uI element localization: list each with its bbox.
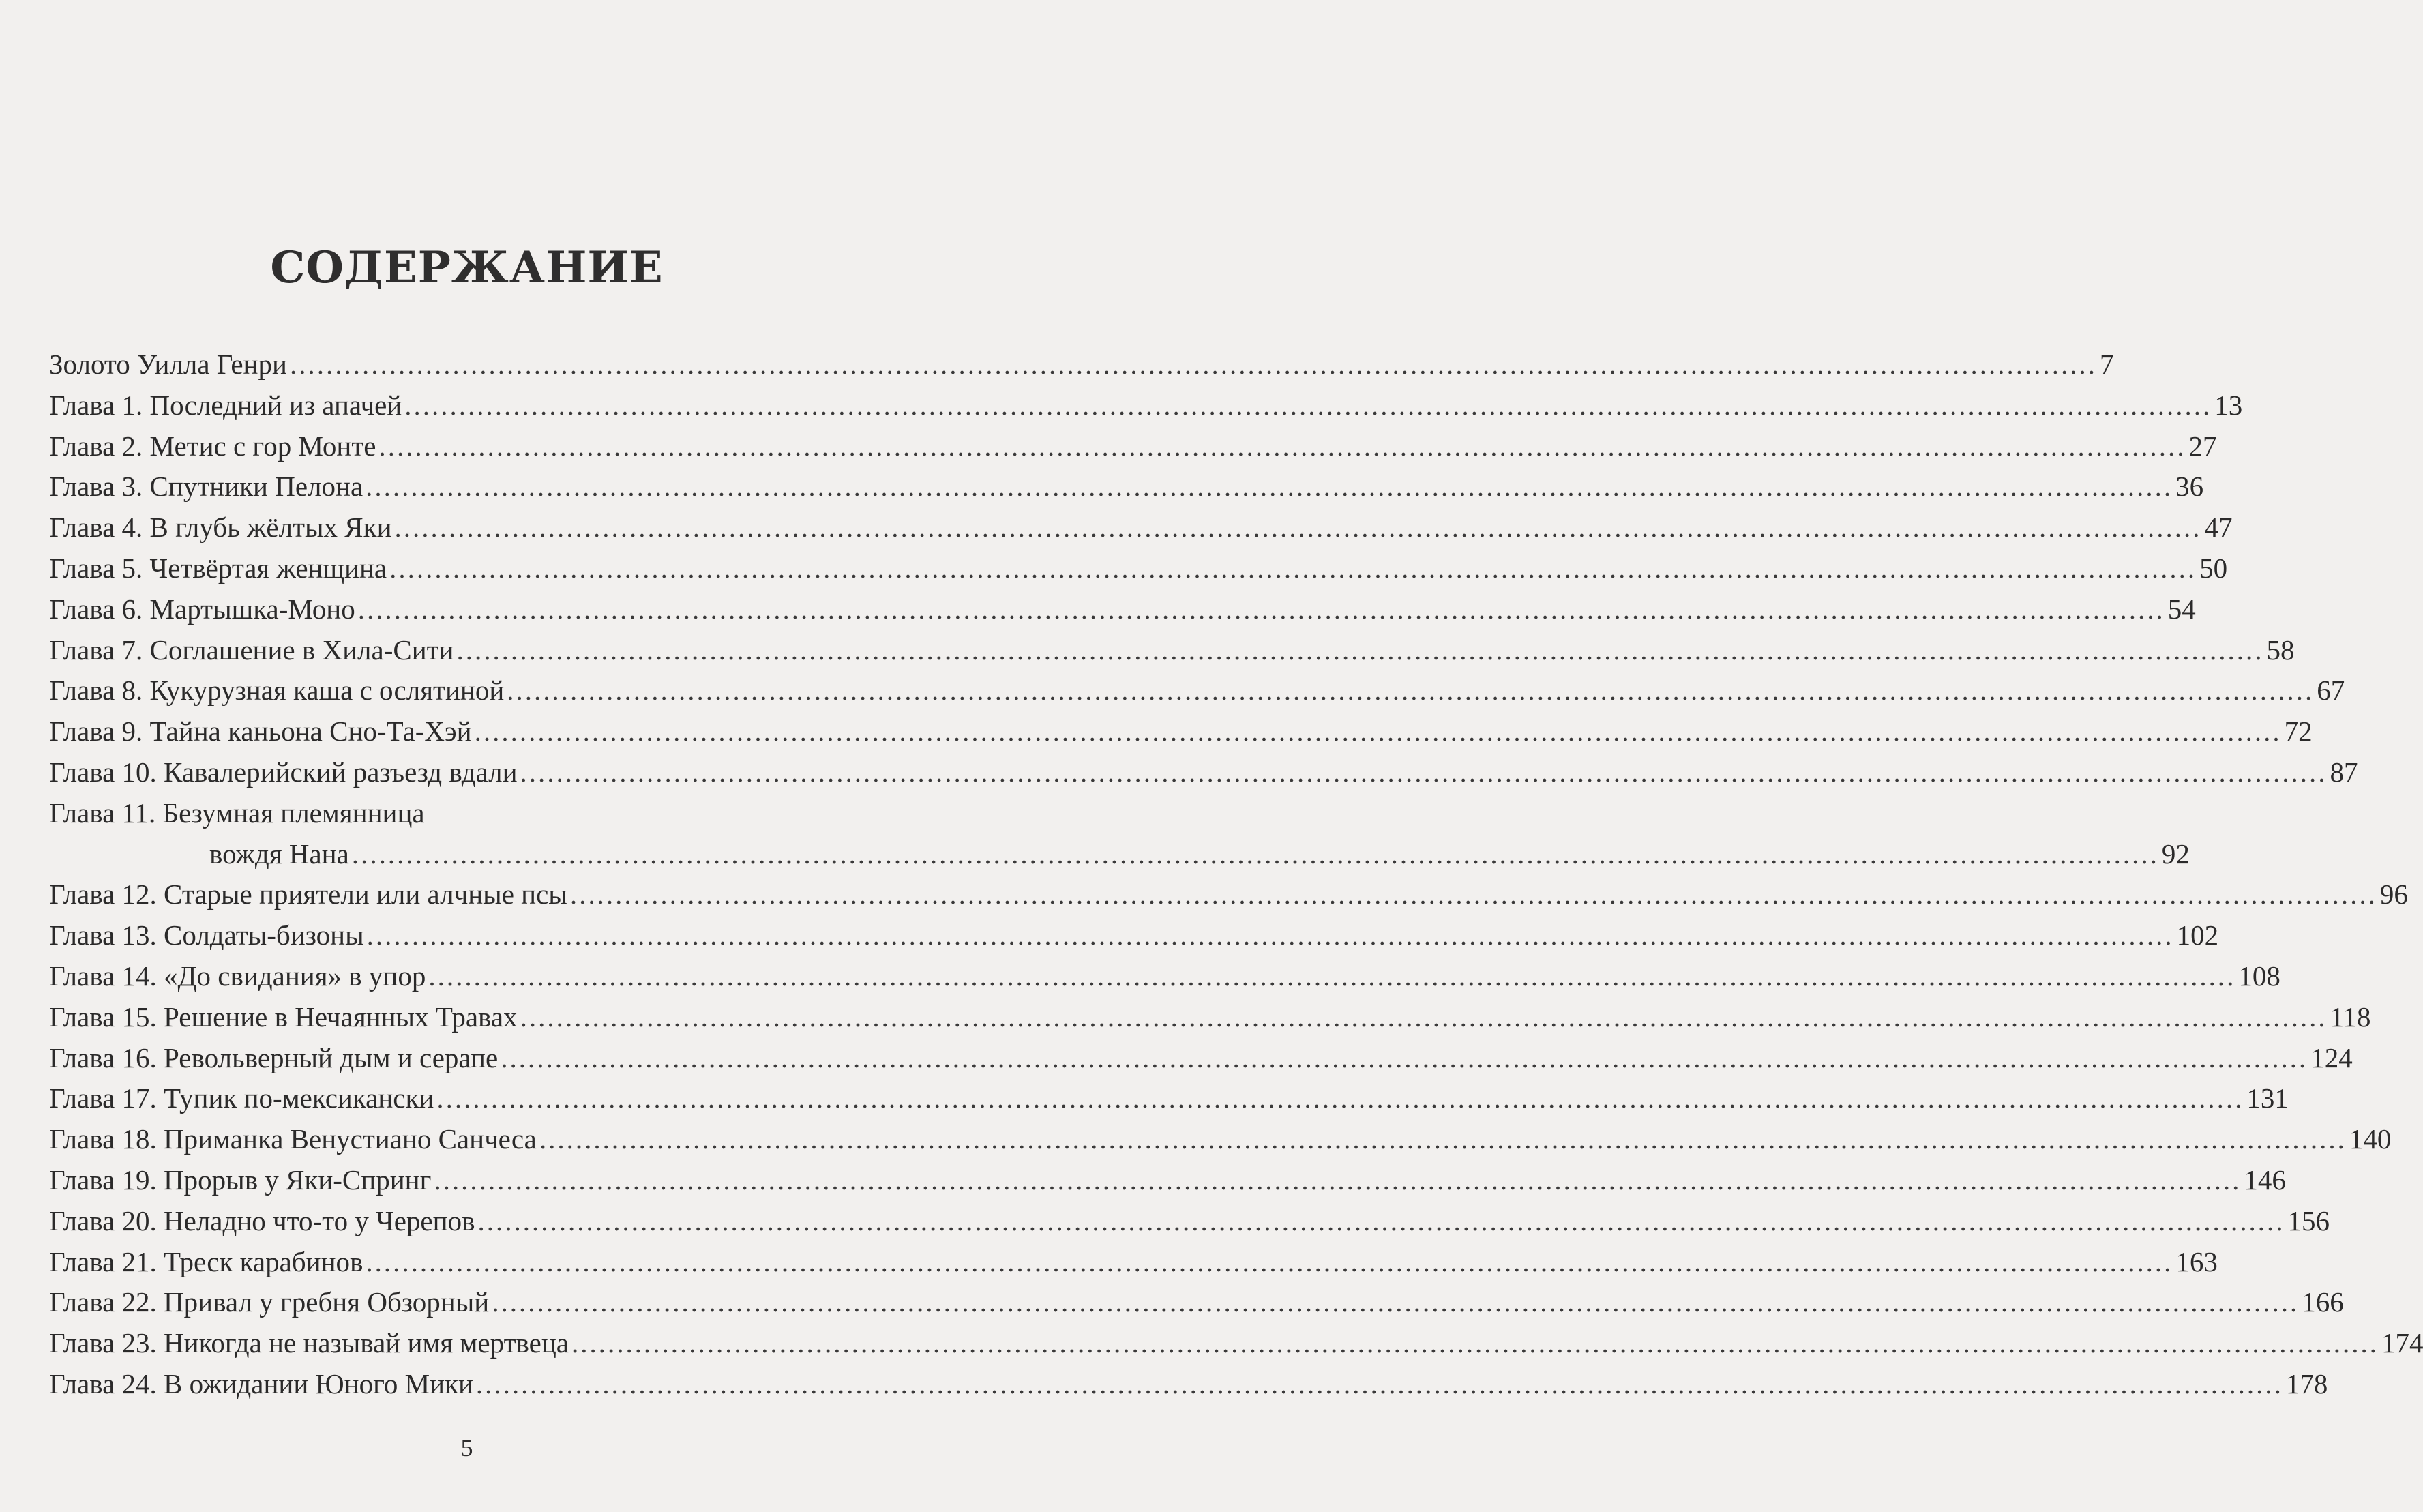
toc-entry-title: Глава 16. Револьверный дым и серапе bbox=[49, 1041, 499, 1073]
toc-entry bbox=[49, 670, 2345, 711]
toc-entry-title: Глава 6. Мартышка-Моно bbox=[49, 593, 355, 625]
dot-leader: ........................................................................................................................................................................................................ bbox=[428, 960, 2236, 992]
toc-entry-title: Глава 9. Тайна каньона Сно-Та-Хэй bbox=[49, 715, 472, 747]
toc-entry-title: Глава 2. Метис с гор Монте bbox=[49, 430, 376, 462]
toc-entry bbox=[49, 1364, 2328, 1405]
toc-entry-title: Глава 13. Солдаты-бизоны bbox=[49, 919, 364, 951]
dot-leader: ........................................................................................................................................................................................................ bbox=[434, 1163, 2242, 1196]
toc-entry bbox=[49, 344, 2114, 385]
toc-entry-title: Глава 8. Кукурузная каша с ослятиной bbox=[49, 675, 505, 707]
dot-leader: ........................................................................................................................................................................................................ bbox=[520, 756, 2328, 788]
toc-entry-title: Глава 11. Безумная племянница bbox=[49, 797, 425, 829]
toc-entry-title: Глава 22. Привал у гребня Обзорный bbox=[49, 1286, 490, 1318]
toc-entry bbox=[49, 1282, 2344, 1323]
toc-entry-page: 166 bbox=[2302, 1286, 2344, 1318]
dot-leader: ........................................................................................................................................................................................................ bbox=[394, 512, 2202, 544]
toc-entry-title: Глава 3. Спутники Пелона bbox=[49, 471, 363, 503]
page-number: 5 bbox=[460, 1434, 473, 1462]
toc-entry-title: Глава 1. Последний из апачей bbox=[49, 389, 402, 421]
dot-leader: ........................................................................................................................................................................................................ bbox=[351, 837, 2159, 870]
toc-entry bbox=[49, 1201, 2330, 1242]
toc-entry bbox=[49, 1078, 2289, 1119]
toc-entry bbox=[49, 589, 2196, 630]
dot-leader: ........................................................................................................................................................................................................ bbox=[571, 1327, 2379, 1359]
toc-entry-page: 92 bbox=[2161, 837, 2190, 870]
toc-entry-page: 27 bbox=[2188, 430, 2217, 462]
toc-entry-title-continued: вождя Нана bbox=[209, 837, 349, 870]
toc-entry bbox=[49, 630, 2295, 671]
dot-leader: ........................................................................................................................................................................................................ bbox=[456, 634, 2264, 666]
toc-entry bbox=[49, 426, 2217, 467]
toc-entry-page: 36 bbox=[2175, 471, 2204, 503]
page-title: СОДЕРЖАНИЕ bbox=[270, 242, 664, 293]
table-of-contents bbox=[49, 344, 2423, 1405]
toc-entry bbox=[49, 1119, 2392, 1160]
toc-entry-title: Глава 5. Четвёртая женщина bbox=[49, 552, 387, 584]
toc-entry-page: 131 bbox=[2246, 1082, 2289, 1114]
toc-entry-page: 156 bbox=[2287, 1204, 2330, 1236]
dot-leader: ........................................................................................................................................................................................................ bbox=[539, 1123, 2347, 1155]
dot-leader: ........................................................................................................................................................................................................ bbox=[507, 675, 2315, 707]
toc-entry bbox=[49, 1038, 2353, 1079]
toc-entry-page: 108 bbox=[2238, 960, 2280, 992]
dot-leader: ........................................................................................................................................................................................................ bbox=[501, 1041, 2308, 1073]
dot-leader: ........................................................................................................................................................................................................ bbox=[366, 471, 2173, 503]
toc-entry bbox=[49, 915, 2219, 956]
toc-entry-page: 96 bbox=[2379, 878, 2408, 910]
toc-entry bbox=[49, 874, 2408, 915]
toc-entry bbox=[49, 711, 2313, 752]
toc-entry-title: Глава 23. Никогда не называй имя мертвеца bbox=[49, 1327, 569, 1359]
toc-entry-page: 54 bbox=[2167, 593, 2196, 625]
dot-leader: ........................................................................................................................................................................................................ bbox=[474, 715, 2282, 747]
toc-entry bbox=[49, 466, 2204, 507]
toc-entry-page: 72 bbox=[2284, 715, 2313, 747]
toc-entry bbox=[49, 507, 2233, 548]
dot-leader: ........................................................................................................................................................................................................ bbox=[378, 430, 2186, 462]
dot-leader: ........................................................................................................................................................................................................ bbox=[366, 1245, 2173, 1277]
toc-entry-page: 140 bbox=[2349, 1123, 2392, 1155]
toc-entry bbox=[49, 793, 2190, 875]
toc-entry-title: Глава 15. Решение в Нечаянных Травах bbox=[49, 1000, 518, 1033]
toc-entry-title: Глава 4. В глубь жёлтых Яки bbox=[49, 512, 392, 544]
toc-entry-page: 50 bbox=[2199, 552, 2228, 584]
toc-entry-title: Глава 20. Неладно что-то у Черепов bbox=[49, 1204, 475, 1236]
toc-entry-title: Золото Уилла Генри bbox=[49, 349, 287, 380]
toc-entry-page: 67 bbox=[2317, 675, 2345, 707]
dot-leader: ........................................................................................................................................................................................................ bbox=[477, 1204, 2285, 1236]
toc-entry-page: 47 bbox=[2204, 512, 2233, 544]
toc-entry bbox=[49, 1242, 2218, 1283]
toc-entry bbox=[49, 548, 2228, 589]
toc-entry bbox=[49, 997, 2371, 1038]
toc-entry-page: 178 bbox=[2285, 1367, 2328, 1399]
toc-entry-title: Глава 18. Приманка Венустиано Санчеса bbox=[49, 1123, 537, 1155]
toc-entry-title: Глава 7. Соглашение в Хила-Сити bbox=[49, 634, 454, 666]
dot-leader: ........................................................................................................................................................................................................ bbox=[289, 349, 2097, 380]
toc-entry-page: 163 bbox=[2175, 1245, 2218, 1277]
dot-leader: ........................................................................................................................................................................................................ bbox=[389, 552, 2197, 584]
toc-entry-title: Глава 21. Треск карабинов bbox=[49, 1245, 363, 1277]
toc-entry bbox=[49, 956, 2280, 997]
dot-leader: ........................................................................................................................................................................................................ bbox=[492, 1286, 2300, 1318]
toc-entry-page: 102 bbox=[2176, 919, 2219, 951]
toc-entry bbox=[49, 752, 2358, 793]
toc-entry bbox=[49, 1323, 2423, 1364]
toc-entry-title: Глава 14. «До свидания» в упор bbox=[49, 960, 426, 992]
toc-entry-title: Глава 12. Старые приятели или алчные псы bbox=[49, 878, 567, 910]
dot-leader: ........................................................................................................................................................................................................ bbox=[475, 1367, 2283, 1399]
toc-entry-page: 146 bbox=[2244, 1163, 2286, 1196]
toc-entry-page: 13 bbox=[2214, 389, 2243, 421]
toc-entry-page: 174 bbox=[2381, 1327, 2423, 1359]
dot-leader: ........................................................................................................................................................................................................ bbox=[569, 878, 2377, 910]
toc-entry bbox=[49, 385, 2243, 426]
dot-leader: ........................................................................................................................................................................................................ bbox=[404, 389, 2212, 421]
dot-leader: ........................................................................................................................................................................................................ bbox=[357, 593, 2165, 625]
dot-leader: ........................................................................................................................................................................................................ bbox=[366, 919, 2174, 951]
dot-leader: ........................................................................................................................................................................................................ bbox=[520, 1000, 2328, 1033]
toc-entry-page: 124 bbox=[2310, 1041, 2353, 1073]
toc-entry bbox=[49, 1160, 2286, 1201]
toc-entry-page: 58 bbox=[2266, 634, 2295, 666]
toc-entry-title: Глава 17. Тупик по-мексикански bbox=[49, 1082, 434, 1114]
toc-entry-title: Глава 19. Прорыв у Яки-Спринг bbox=[49, 1163, 432, 1196]
dot-leader: ........................................................................................................................................................................................................ bbox=[436, 1082, 2244, 1114]
toc-entry-page: 118 bbox=[2330, 1000, 2371, 1033]
toc-entry-title: Глава 24. В ожидании Юного Мики bbox=[49, 1367, 473, 1399]
toc-entry-page: 7 bbox=[2099, 349, 2114, 380]
toc-entry-title: Глава 10. Кавалерийский разъезд вдали bbox=[49, 756, 518, 788]
toc-entry-page: 87 bbox=[2330, 756, 2358, 788]
